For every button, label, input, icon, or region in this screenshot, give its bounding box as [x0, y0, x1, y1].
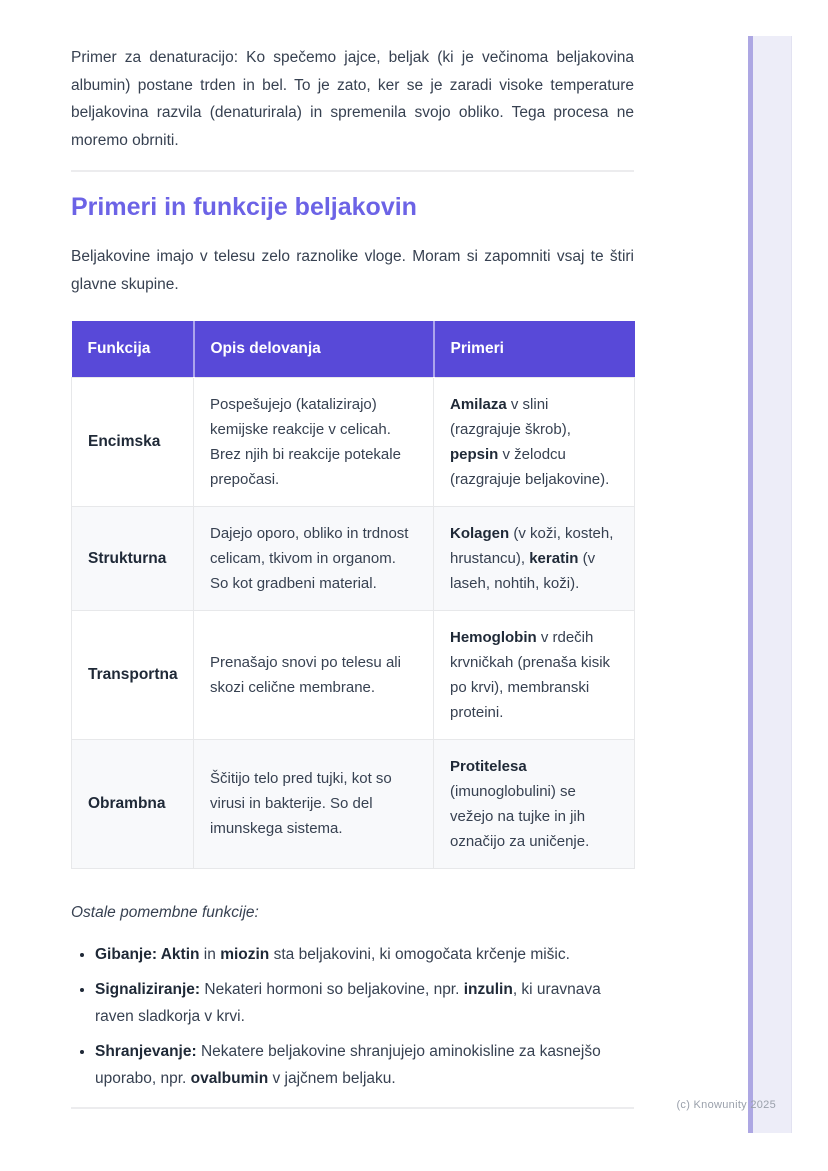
cell-primeri: Amilaza v slini (razgrajuje škrob), pepsin v želodcu (razgrajuje beljakovine).	[434, 377, 635, 506]
column-header-funkcija: Funkcija	[72, 321, 194, 377]
section-divider-bottom	[71, 1107, 634, 1109]
cell-opis: Dajejo oporo, obliko in trdnost celicam, tkivom in organom. So kot gradbeni material.	[194, 506, 434, 610]
document-page	[71, 0, 634, 1109]
list-item-gibanje: • Gibanje: Aktin in miozin sta beljakovini, ki omogočata krčenje mišic.	[95, 941, 634, 969]
cell-opis: Ščitijo telo pred tujki, kot so virusi in bakterije. So del imunskega sistema.	[194, 739, 434, 868]
section-heading: Primeri in funkcije beljakovin	[71, 193, 417, 221]
column-header-primeri: Primeri	[434, 321, 635, 377]
section-divider-top	[71, 170, 634, 172]
list-item-signaliziranje: • Signaliziranje: Nekateri hormoni so beljakovine, npr. inzulin, ki uravnava raven sladkorja v krvi.	[95, 976, 634, 1031]
cell-funkcija: Obrambna	[72, 739, 194, 868]
other-functions-label: Ostale pomembne funkcije:	[71, 903, 259, 921]
table-row	[72, 377, 635, 506]
cell-primeri: Protitelesa (imunoglobulini) se vežejo na tujke in jih označijo za uničenje.	[434, 739, 635, 868]
cell-opis: Prenašajo snovi po telesu ali skozi celične membrane.	[194, 610, 434, 739]
other-functions-list	[71, 941, 634, 1093]
table-row	[72, 506, 635, 610]
cell-opis: Pospešujejo (katalizirajo) kemijske reakcije v celicah. Brez njih bi reakcije potekale prepočasi.	[194, 377, 434, 506]
section-intro-paragraph: Beljakovine imajo v telesu zelo raznolike vloge. Moram si zapomniti vsaj te štiri glavne skupine.	[71, 248, 634, 293]
cell-funkcija: Encimska	[72, 377, 194, 506]
copyright-watermark: (c) Knowunity 2025	[676, 1099, 776, 1111]
protein-functions-table	[71, 321, 635, 869]
cell-funkcija: Transportna	[72, 610, 194, 739]
denaturation-paragraph: Primer za denaturacijo: Ko spečemo jajce, beljak (ki je večinoma beljakovina albumin) postane trden in bel. To je zato, ker se je zaradi visoke temperature beljakovina razvila (denaturirala) in spremenila svojo obliko. Tega procesa ne moremo obrniti.	[71, 49, 634, 149]
cell-funkcija: Strukturna	[72, 506, 194, 610]
table-row	[72, 610, 635, 739]
list-item-shranjevanje: • Shranjevanje: Nekatere beljakovine shranjujejo aminokisline za kasnejšo uporabo, npr. ovalbumin v jajčnem beljaku.	[95, 1038, 634, 1093]
table-header-row	[72, 321, 635, 377]
next-page-edge-preview	[748, 36, 792, 1133]
table-row	[72, 739, 635, 868]
cell-primeri: Hemoglobin v rdečih krvničkah (prenaša kisik po krvi), membranski proteini.	[434, 610, 635, 739]
cell-primeri: Kolagen (v koži, kosteh, hrustancu), keratin (v laseh, nohtih, koži).	[434, 506, 635, 610]
column-header-opis: Opis delovanja	[194, 321, 434, 377]
